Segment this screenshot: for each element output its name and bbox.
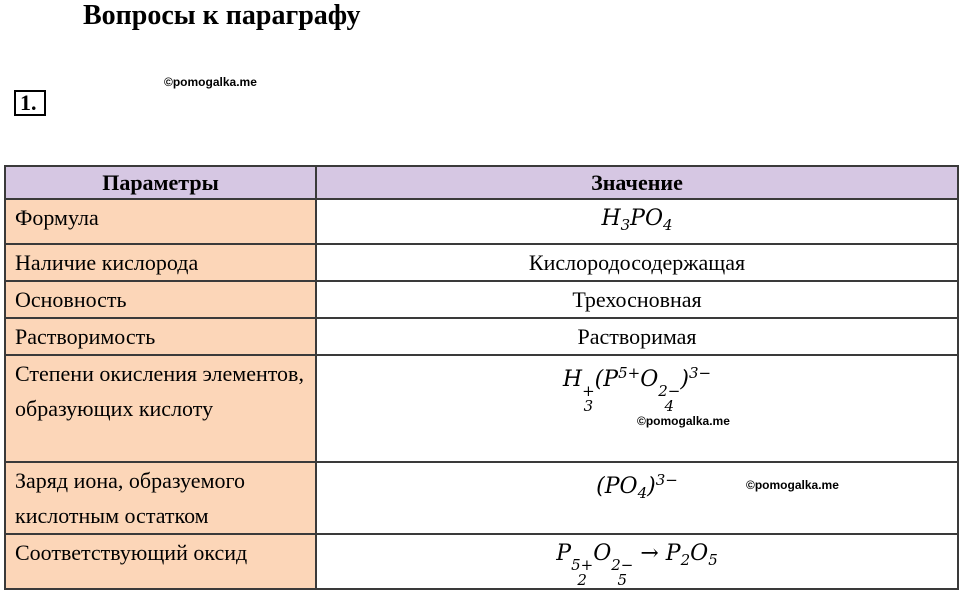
table-row (5, 462, 958, 534)
table-row (5, 199, 958, 244)
header-parameters: Параметры (5, 166, 316, 199)
table-row (5, 534, 958, 589)
row-value-formula (316, 199, 958, 244)
row-value: Растворимая (316, 318, 958, 355)
row-parameter: Наличие кислорода (5, 244, 316, 281)
row-parameter: Заряд иона, образуемого кислотным остатком (5, 462, 316, 534)
formula-oxidation-states: H + 3 ($P^{5+}O$ 2− 4 )$^{3-}$ (562, 364, 712, 415)
table-header-row (5, 166, 958, 199)
question-number: 1. (14, 90, 46, 116)
watermark: ©pomogalka.me (164, 75, 257, 89)
watermark: ©pomogalka.me (637, 414, 730, 428)
row-value-ion-charge (316, 462, 958, 534)
table-row (5, 244, 958, 281)
watermark: ©pomogalka.me (746, 478, 839, 492)
row-parameter: Формула (5, 199, 316, 244)
row-parameter: Растворимость (5, 318, 316, 355)
table-row (5, 355, 958, 462)
formula-oxide: P 5+ 2 O 2− 5 → $P_2O_5$ (556, 541, 718, 589)
table-row (5, 281, 958, 318)
row-parameter: Соответствующий оксид (5, 534, 316, 589)
row-value-oxide (316, 534, 958, 589)
row-value: Трехосновная (316, 281, 958, 318)
section-title: Вопросы к параграфу (83, 0, 361, 31)
row-value-oxidation-states (316, 355, 958, 462)
formula-po4-ion: $(PO_4)^{3-}$ (596, 471, 678, 502)
row-parameter: Основность (5, 281, 316, 318)
table-row (5, 318, 958, 355)
row-value: Кислородосодержащая (316, 244, 958, 281)
formula-h3po4: $H_3PO_4$ (601, 206, 673, 234)
header-value: Значение (316, 166, 958, 199)
row-parameter: Степени окисления элементов, образующих кислоту (5, 355, 316, 462)
parameters-table (4, 165, 959, 590)
